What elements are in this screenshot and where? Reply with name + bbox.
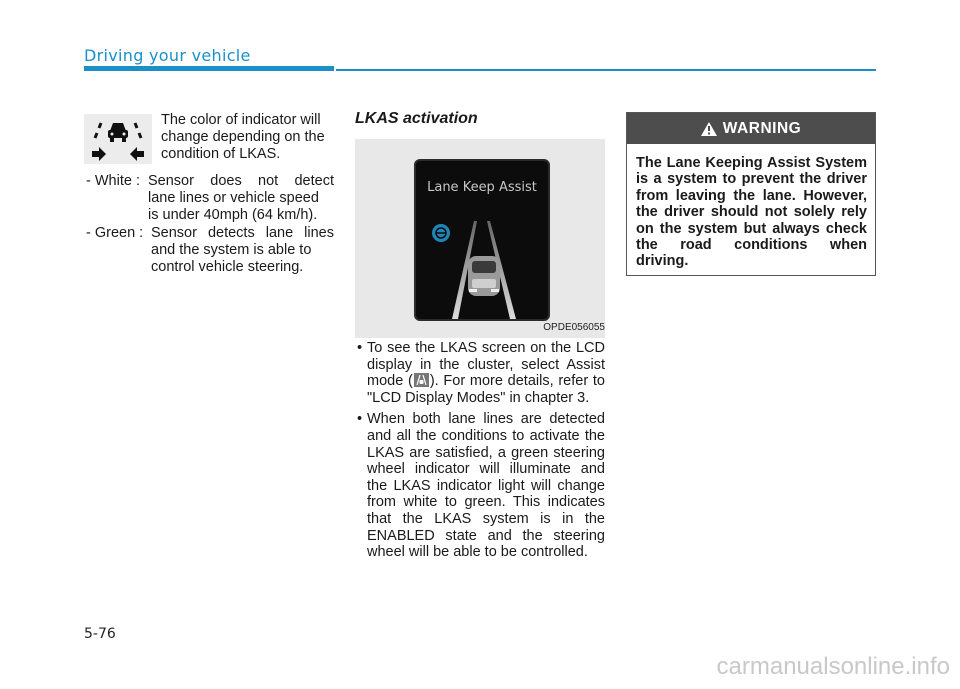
assist-mode-icon — [414, 373, 429, 387]
warning-header — [627, 113, 875, 144]
page-number: 5-76 — [84, 626, 116, 642]
warning-icon — [701, 122, 717, 136]
condition-green-line: control vehicle steering. — [151, 259, 304, 275]
activation-heading: LKAS activation — [355, 110, 478, 127]
condition-white-line: Sensor does not detect — [148, 173, 334, 189]
bullet-text: To see the LKAS screen on the LCD display in the cluster, select Assist mode ( — [367, 340, 605, 390]
warning-text: The Lane Keeping Assist System is a system to prevent the driver from leaving the lane. However, the driver should not solely rely on the system but always check the road conditions when driving. — [636, 155, 867, 270]
lkas-indicator-icon — [84, 114, 152, 164]
lcd-screen — [414, 159, 550, 321]
bullet-item — [355, 340, 605, 406]
watermark: carmanualsonline.info — [716, 653, 950, 680]
header-rule-thin — [336, 69, 876, 71]
condition-white-lead: - White : — [86, 173, 145, 189]
section-title: Driving your vehicle — [84, 46, 251, 65]
header-rule-thick — [84, 66, 334, 71]
condition-green-lead: - Green : — [86, 225, 148, 241]
condition-green-line: and the system is able to — [151, 242, 312, 258]
car-icon — [468, 256, 500, 296]
bullet-item — [355, 411, 605, 560]
warning-heading: WARNING — [722, 119, 802, 137]
warning-box — [626, 112, 876, 276]
indicator-description: The color of indicator will change depending on the condition of LKAS. — [161, 112, 325, 162]
condition-green-line: Sensor detects lane lines — [151, 225, 334, 241]
figure-code: OPDE056055 — [543, 322, 605, 333]
condition-white-line: lane lines or vehicle speed — [148, 190, 319, 206]
lcd-figure — [355, 139, 605, 338]
activation-bullets — [355, 340, 605, 566]
bullet-text: When both lane lines are detected and all the conditions to activate the LKAS are satisfied, a green steering wheel indicator will illuminate and the LKAS indicator light will change from white to green. This indicates that the LKAS system is in the ENABLED state and the steering wheel will be able to be controlled. — [367, 411, 605, 561]
condition-white-line: is under 40mph (64 km/h). — [148, 207, 318, 223]
bullet-text: ). For more details, refer to "LCD Display Modes" in chapter 3. — [367, 373, 605, 406]
lane-graphic — [416, 161, 548, 319]
screen-title: Lane Keep Assist — [427, 180, 537, 195]
